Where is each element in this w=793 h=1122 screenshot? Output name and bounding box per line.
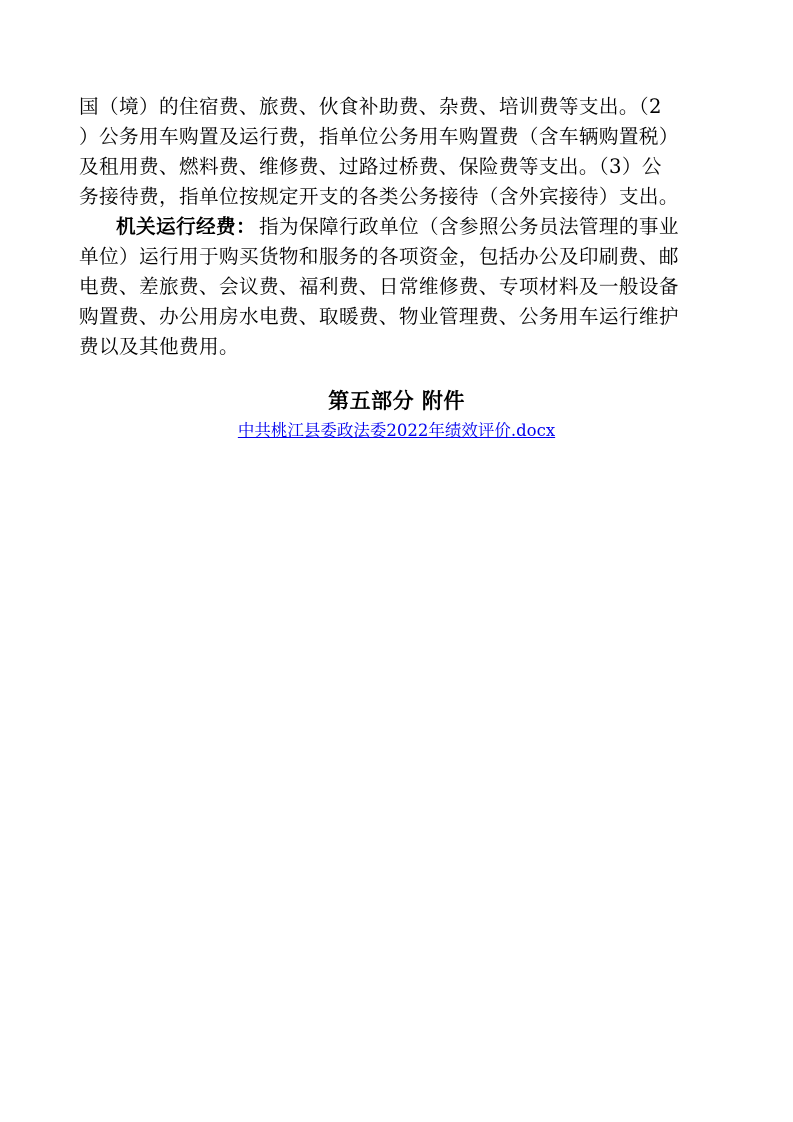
paragraph-line [0, 122, 793, 152]
definition-line [0, 242, 793, 272]
section-heading: 第五部分 附件 [328, 389, 465, 413]
paragraph-line [0, 152, 793, 182]
definition-line-text: 费以及其他费用。 [79, 335, 239, 358]
definition-line-text: 购置费、办公用房水电费、取暖费、物业管理费、公务用车运行维护 [79, 305, 679, 328]
definition-line [0, 272, 793, 302]
paragraph-line-text: 及租用费、燃料费、维修费、过路过桥费、保险费等支出。（3）公 [79, 155, 662, 178]
definition-line [0, 332, 793, 362]
paragraph-line-text: 国（境）的住宿费、旅费、伙食补助费、杂费、培训费等支出。（2 [79, 95, 662, 118]
definition-first-line-text: 指为保障行政单位（含参照公务员法管理的事业 [259, 215, 679, 238]
paragraph-line [0, 92, 793, 122]
definition-term: 机关运行经费： [116, 215, 256, 238]
definition-line [0, 302, 793, 332]
definition-first-line [0, 212, 793, 242]
attachment-link[interactable]: 中共桃江县委政法委2022年绩效评价.docx [237, 421, 556, 440]
attachment-link-row [0, 418, 793, 444]
definition-line-text: 单位）运行用于购买货物和服务的各项资金，包括办公及印刷费、邮 [79, 245, 679, 268]
paragraph-line-text: 务接待费，指单位按规定开支的各类公务接待（含外宾接待）支出。 [79, 185, 679, 208]
paragraph-line [0, 182, 793, 212]
definition-line-text: 电费、差旅费、会议费、福利费、日常维修费、专项材料及一般设备 [79, 275, 679, 298]
paragraph-line-text: ）公务用车购置及运行费，指单位公务用车购置费（含车辆购置税） [79, 125, 679, 148]
